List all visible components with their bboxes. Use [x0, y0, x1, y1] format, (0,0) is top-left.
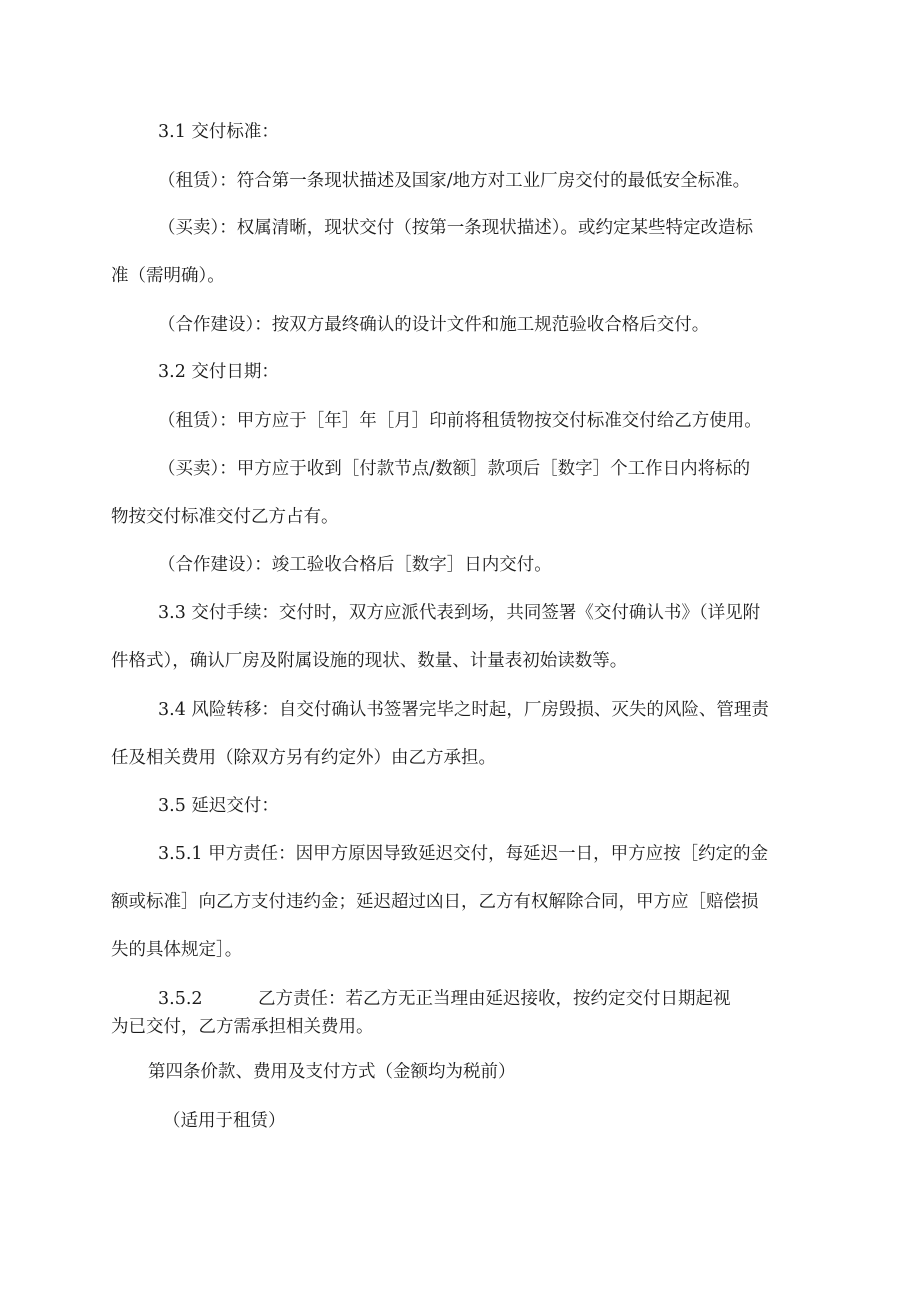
paragraph-3-1-heading: 3.1 交付标准： [158, 122, 279, 142]
article-4-subheading: （适用于租赁） [163, 1111, 286, 1131]
paragraph-3-5-1-end: 失的具体规定］。 [111, 940, 243, 960]
paragraph-3-1-sale: （买卖）：权属清晰，现状交付（按第一条现状描述）。或约定某些特定改造标 [158, 218, 753, 238]
paragraph-3-5-1: 3.5.1 甲方责任：因甲方原因导致延迟交付，每延迟一日，甲方应按［约定的金 [158, 844, 769, 864]
paragraph-3-4-cont: 任及相关费用（除双方另有约定外）由乙方承担。 [111, 748, 496, 768]
paragraph-3-1-sale-cont: 准（需明确）。 [111, 266, 225, 286]
paragraph-3-2-sale-cont: 物按交付标准交付乙方占有。 [111, 507, 339, 527]
paragraph-3-2-sale: （买卖）：甲方应于收到［付款节点/数额］款项后［数字］个工作日内将标的 [158, 459, 751, 479]
paragraph-3-3-cont: 件格式），确认厂房及附属设施的现状、数量、计量表初始读数等。 [111, 651, 628, 671]
paragraph-3-1-cooperation: （合作建设）：按双方最终确认的设计文件和施工规范验收合格后交付。 [158, 315, 710, 335]
paragraph-3-5-2: 乙方责任：若乙方无正当理由延迟接收，按约定交付日期起视 [258, 989, 731, 1009]
paragraph-3-5-heading: 3.5 延迟交付： [158, 796, 279, 816]
paragraph-3-3: 3.3 交付手续：交付时，双方应派代表到场，共同签署《交付确认书》（详见附 [158, 603, 761, 623]
paragraph-3-5-1-cont: 额或标准］向乙方支付违约金；延迟超过凶日，乙方有权解除合同，甲方应［赔偿损 [111, 892, 759, 912]
paragraph-3-5-2-cont: 为已交付，乙方需承担相关费用。 [111, 1017, 374, 1037]
article-4-heading: 第四条价款、费用及支付方式（金额均为税前） [148, 1062, 516, 1082]
paragraph-3-4: 3.4 风险转移：自交付确认书签署完毕之时起，厂房毁损、灭失的风险、管理责 [158, 700, 769, 720]
paragraph-3-5-2-number: 3.5.2 [158, 989, 203, 1009]
paragraph-3-2-lease: （租赁）：甲方应于［年］年［月］印前将租赁物按交付标准交付给乙方使用。 [158, 411, 762, 431]
paragraph-3-1-lease: （租赁）：符合第一条现状描述及国家/地方对工业厂房交付的最低安全标准。 [158, 171, 751, 191]
paragraph-3-2-cooperation: （合作建设）：竣工验收合格后［数字］日内交付。 [158, 555, 552, 575]
paragraph-3-2-heading: 3.2 交付日期： [158, 362, 279, 382]
